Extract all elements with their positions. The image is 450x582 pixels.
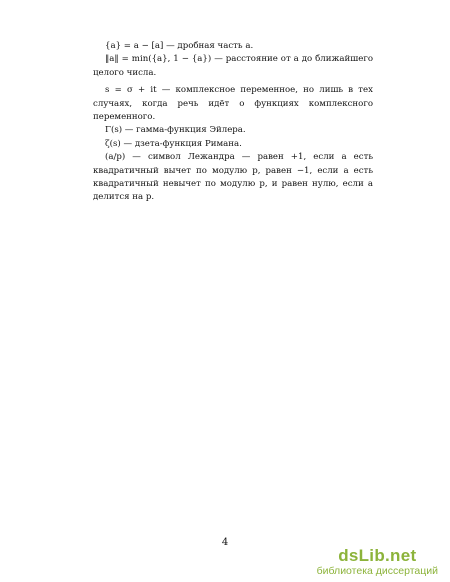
notation-legendre-symbol: (a/p) — символ Лежандра — равен +1, если a есть квадратичный вычет по модулю p, равен −1, если a есть квадратичный невычет по модулю p, и равен нулю, если a делится на p.: [93, 152, 373, 203]
notation-list: [93, 40, 373, 205]
notation-zeta-function: ζ(s) — дзета-функция Римана.: [105, 138, 242, 149]
page-number: 4: [221, 537, 229, 548]
notation-gamma-function: Γ(s) — гамма-функция Эйлера.: [105, 125, 246, 136]
notation-distance-to-integer: ‖a‖ = min({a}, 1 − {a}) — расстояние от a до ближайшего целого числа.: [93, 54, 373, 78]
notation-fractional-part: {a} = a − [a] — дробная часть a.: [105, 41, 254, 51]
watermark-logo[interactable]: [317, 547, 438, 577]
watermark-logo-text: dsLib.net: [338, 546, 417, 565]
watermark-subtitle: библиотека диссертаций: [316, 565, 438, 577]
notation-complex-variable: s = σ + it — комплексное переменное, но лишь в тех случаях, когда речь идёт о функциях комплексного переменного.: [93, 85, 373, 123]
